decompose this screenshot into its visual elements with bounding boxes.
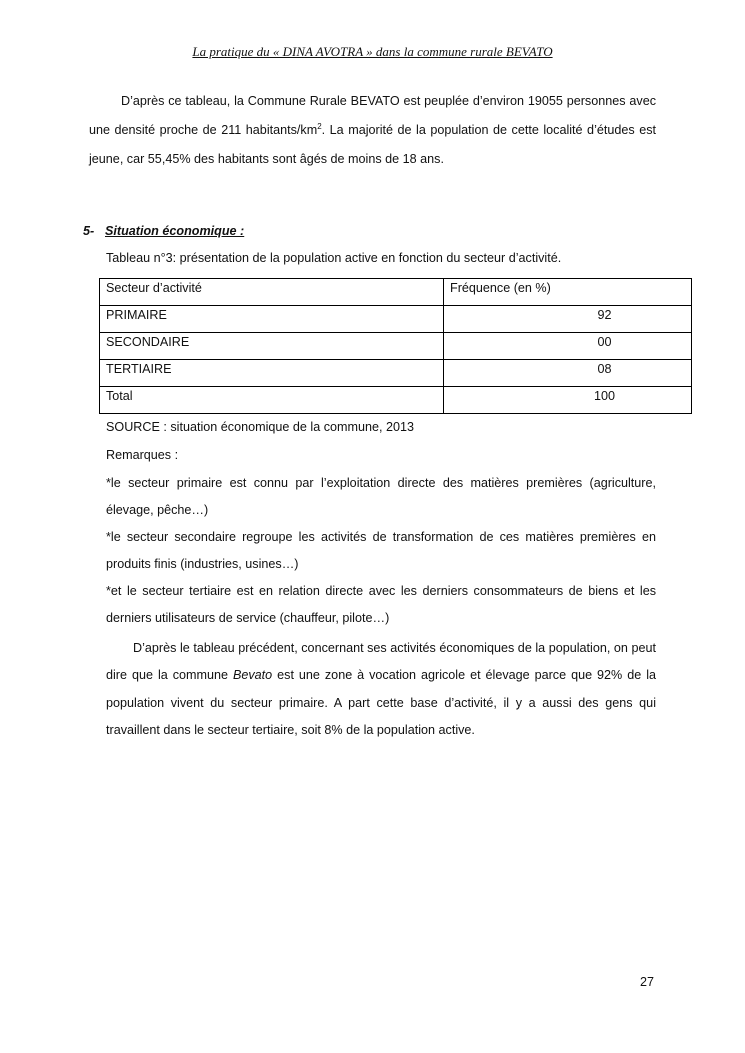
header-frequency: Fréquence (en %) bbox=[444, 279, 692, 306]
section-number: 5- bbox=[83, 224, 95, 238]
table-row bbox=[100, 360, 692, 387]
header-sector: Secteur d’activité bbox=[100, 279, 444, 306]
section-title: Situation économique : bbox=[105, 224, 245, 238]
sector-cell: Total bbox=[100, 387, 444, 414]
remarks-title: Remarques : bbox=[106, 448, 179, 462]
intro-paragraph bbox=[89, 87, 656, 174]
remarks-list bbox=[106, 470, 656, 632]
running-header: La pratique du « DINA AVOTRA » dans la commune rurale BEVATO bbox=[192, 44, 553, 59]
table-header-row bbox=[100, 279, 692, 306]
frequency-cell: 100 bbox=[444, 387, 692, 414]
table-caption: Tableau n°3: présentation de la population active en fonction du secteur d’activité. bbox=[106, 251, 562, 265]
activity-sector-table bbox=[99, 278, 692, 414]
page-number: 27 bbox=[640, 975, 655, 989]
frequency-cell: 92 bbox=[444, 306, 692, 333]
section-heading bbox=[83, 224, 244, 238]
commune-name: Bevato bbox=[232, 668, 273, 683]
table-source: SOURCE : situation économique de la commune, 2013 bbox=[106, 420, 415, 434]
table-row bbox=[100, 333, 692, 360]
table-row bbox=[100, 306, 692, 333]
remark-item: *et le secteur tertiaire est en relation directe avec les derniers consommateurs de biens et les derniers utilisateurs de service (chauffeur, pilote…) bbox=[106, 584, 656, 625]
frequency-cell: 00 bbox=[444, 333, 692, 360]
intro-text-1: D’après ce tableau, la Commune Rurale BEVATO est peuplée d’environ 19055 personnes avec une densité proche de 211 habitants/km bbox=[89, 94, 656, 137]
conclusion-text-2: est une zone à vocation agricole et élevage parce que 92% de la population vivent du secteur primaire. A part cette base d’activité, il y a aussi des gens qui travaillent dans le secteur tertiaire, soit 8% de la population active. bbox=[106, 668, 656, 737]
superscript-2: 2 bbox=[317, 121, 322, 131]
remark-item: *le secteur secondaire regroupe les activités de transformation de ces matières premières en produits finis (industries, usines…) bbox=[106, 530, 656, 571]
sector-cell: SECONDAIRE bbox=[100, 333, 444, 360]
intro-text-2: . La majorité de la population de cette localité d’études est jeune, car 55,45% des habitants sont âgés de moins de 18 ans. bbox=[89, 123, 656, 166]
sector-cell: PRIMAIRE bbox=[100, 306, 444, 333]
conclusion-paragraph bbox=[106, 635, 656, 744]
sector-cell: TERTIAIRE bbox=[100, 360, 444, 387]
table-row bbox=[100, 387, 692, 414]
remark-item: *le secteur primaire est connu par l’exploitation directe des matières premières (agriculture, élevage, pêche…) bbox=[106, 476, 656, 517]
conclusion-text-1: D’après le tableau précédent, concernant ses activités économiques de la population, on peut dire que la commune bbox=[106, 641, 656, 683]
frequency-cell: 08 bbox=[444, 360, 692, 387]
